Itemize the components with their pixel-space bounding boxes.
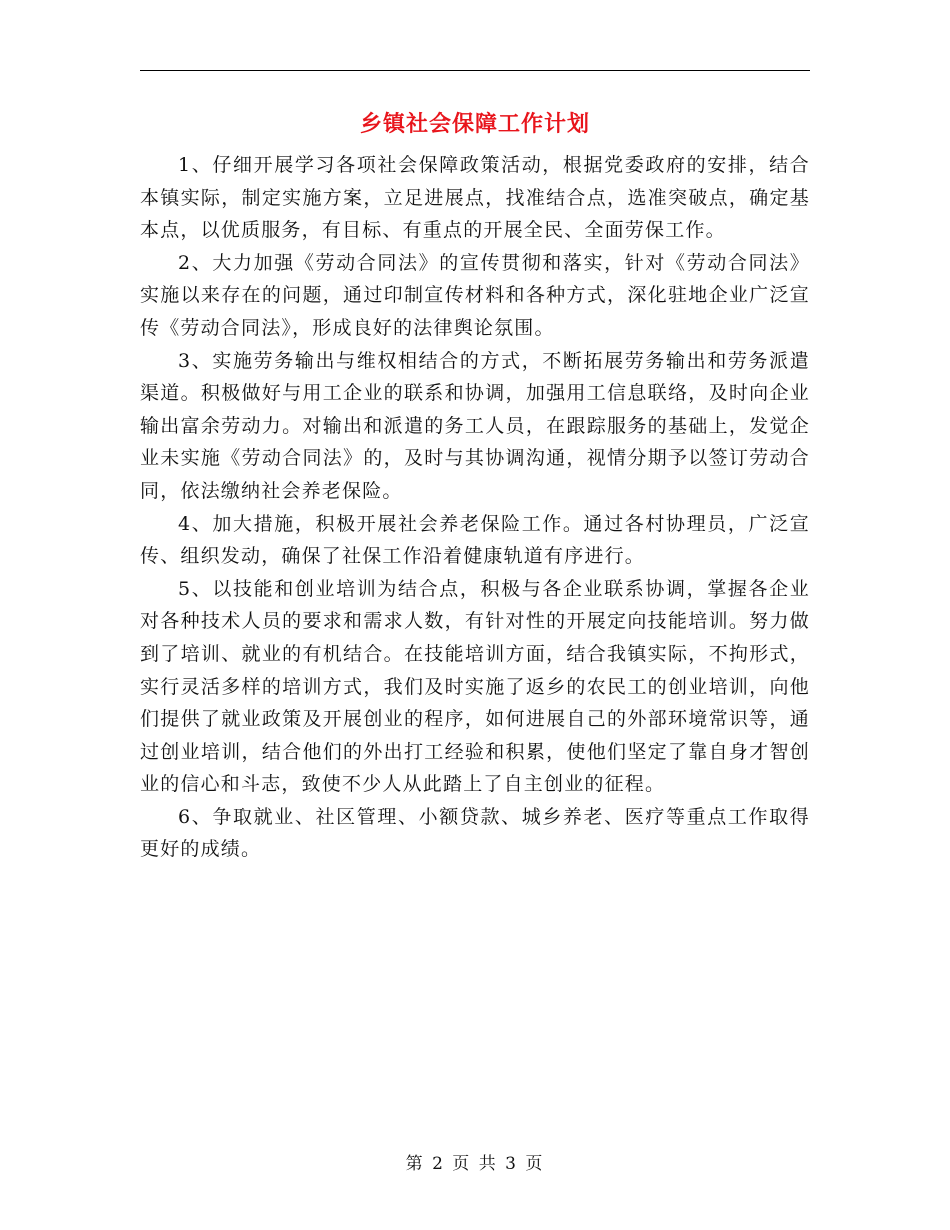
paragraph-1: 1、仔细开展学习各项社会保障政策活动，根据党委政府的安排，结合本镇实际，制定实施方案，立足进展点，找准结合点，选准突破点，确定基本点，以优质服务，有目标、有重点的开展全民、全面劳保工作。 (140, 154, 810, 242)
paragraph-6: 6、争取就业、社区管理、小额贷款、城乡养老、医疗等重点工作取得更好的成绩。 (140, 805, 810, 861)
header-rule (140, 70, 810, 71)
page-number: 第 2 页 共 3 页 (405, 1154, 545, 1174)
document-body (140, 149, 810, 866)
paragraph-3: 3、实施劳务输出与维权相结合的方式，不断拓展劳务输出和劳务派遣渠道。积极做好与用工企业的联系和协调，加强用工信息联络，及时向企业输出富余劳动力。对输出和派遣的务工人员，在跟踪服务的基础上，发觉企业未实施《劳动合同法》的，及时与其协调沟通，视情分期予以签订劳动合同，依法缴纳社会养老保险。 (140, 349, 810, 502)
paragraph-5: 5、以技能和创业培训为结合点，积极与各企业联系协调，掌握各企业对各种技术人员的要求和需求人数，有针对性的开展定向技能培训。努力做到了培训、就业的有机结合。在技能培训方面，结合我镇实际，不拘形式，实行灵活多样的培训方式，我们及时实施了返乡的农民工的创业培训，向他们提供了就业政策及开展创业的程序，如何进展自己的外部环境常识等，通过创业培训，结合他们的外出打工经验和积累，使他们坚定了靠自身才智创业的信心和斗志，致使不少人从此踏上了自主创业的征程。 (140, 577, 810, 796)
paragraph-2: 2、大力加强《劳动合同法》的宣传贯彻和落实，针对《劳动合同法》实施以来存在的问题，通过印制宣传材料和各种方式，深化驻地企业广泛宣传《劳动合同法》，形成良好的法律舆论氛围。 (140, 251, 810, 339)
document-title: 乡镇社会保障工作计划 (359, 112, 590, 137)
paragraph-4: 4、加大措施，积极开展社会养老保险工作。通过各村协理员，广泛宣传、组织发动，确保了社保工作沿着健康轨道有序进行。 (140, 512, 810, 568)
